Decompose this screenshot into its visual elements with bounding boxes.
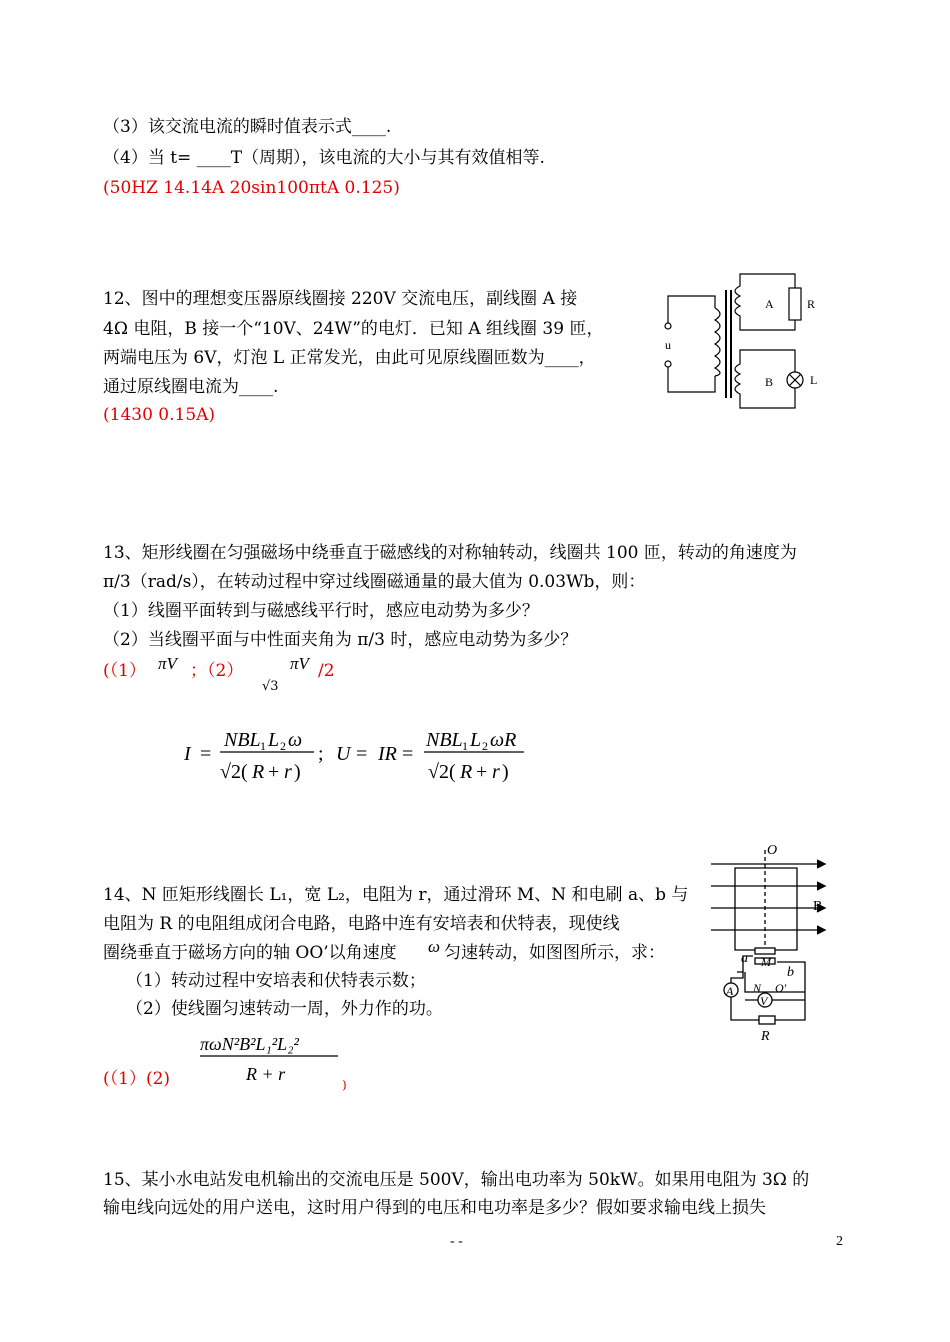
svg-text:r: r — [492, 761, 500, 783]
q14-line3b: 匀速转动，如图图所示，求： — [444, 943, 665, 963]
svg-text:√2(: √2( — [428, 761, 456, 783]
q12-line3: 两端电压为 6V，灯泡 L 正常发光，由此可见原线圈匝数为____， — [103, 348, 596, 368]
q15-line2: 输电线向远处的用户送电，这时用户得到的电压和电功率是多少？假如要求输电线上损失 — [103, 1198, 766, 1218]
q12-line4: 通过原线圈电流为____. — [103, 377, 279, 397]
svg-text:1: 1 — [260, 739, 266, 753]
transformer-label-L: L — [810, 373, 818, 387]
q14-line5: （2）使线圈匀速转动一周，外力作的功。 — [126, 999, 443, 1019]
q14-answer-formula — [196, 1024, 344, 1090]
svg-text:+: + — [268, 761, 280, 783]
svg-text:R: R — [460, 761, 473, 783]
q13-answer-prefix: (（1） — [103, 661, 146, 681]
generator-label-M: M — [761, 955, 771, 969]
q13-line3: （1）线圈平面转到与磁感线平行时，感应电动势为多少？ — [103, 601, 539, 621]
transformer-label-A: A — [765, 297, 774, 311]
svg-text:L: L — [470, 729, 482, 751]
q13-formula — [180, 722, 540, 788]
svg-text:U: U — [336, 743, 351, 765]
transformer-label-R: R — [807, 297, 816, 311]
svg-text:NBL: NBL — [426, 729, 463, 751]
q13-answer-mid: ；（2） — [190, 661, 244, 681]
footer-center: - - — [450, 1234, 463, 1249]
svg-text:=: = — [402, 743, 414, 765]
transformer-label-u: u — [665, 338, 671, 352]
q11-line3: （3）该交流电流的瞬时值表示式____. — [103, 117, 392, 137]
svg-text:ω: ω — [288, 729, 303, 751]
q14-line3a: 圈绕垂直于磁场方向的轴 OO’以角速度 — [103, 943, 397, 963]
svg-text:): ) — [502, 761, 509, 783]
q14-line2: 电阻为 R 的电阻组成闭合电路，电路中连有安培表和伏特表，现使线 — [103, 914, 620, 934]
svg-text:=: = — [356, 743, 368, 765]
transformer-label-B: B — [765, 375, 774, 389]
q12-answer: (1430 0.15A) — [103, 405, 216, 425]
q14-line3-omega: ω — [428, 937, 441, 956]
svg-text:r: r — [284, 761, 292, 783]
svg-text:I: I — [184, 743, 191, 765]
generator-label-O2: O' — [775, 981, 787, 995]
q13-line4: （2）当线圈平面与中性面夹角为 π/3 时，感应电动势为多少？ — [103, 630, 578, 650]
q14-answer-numerator: πωN²B²L₁²L₂² — [200, 1034, 299, 1054]
svg-text:1: 1 — [462, 739, 468, 753]
svg-text:R: R — [252, 761, 265, 783]
generator-label-R: R — [761, 1029, 770, 1044]
svg-text:2: 2 — [482, 739, 488, 753]
q13-answer-sqrt3: √3 — [262, 679, 279, 694]
svg-text:NBL: NBL — [224, 729, 261, 751]
svg-text:L: L — [268, 729, 280, 751]
q12-line2: 4Ω 电阻，B 接一个“10V、24W”的电灯．已知 A 组线圈 39 匝， — [103, 319, 604, 339]
q14-line4: （1）转动过程中安培表和伏特表示数； — [126, 971, 426, 991]
q13-line2: π/3（rad/s），在转动过程中穿过线圈磁通量的最大值为 0.03Wb，则： — [103, 572, 646, 592]
generator-label-O: O — [767, 843, 778, 858]
q14-answer-prefix: (（1）(2) — [103, 1069, 171, 1089]
q14-line1: 14、N 匝矩形线圈长 L₁，宽 L₂，电阻为 r，通过滑环 M、N 和电刷 a、b 与 — [103, 885, 689, 905]
svg-text:=: = — [200, 743, 212, 765]
q11-line4: （4）当 t= ____T（周期），该电流的大小与其有效值相等. — [103, 148, 545, 168]
svg-text:+: + — [476, 761, 488, 783]
q15-line1: 15、某小水电站发电机输出的交流电压是 500V，输出电功率为 50kW。如果用电阻为 3Ω 的 — [103, 1170, 810, 1190]
svg-text:;: ; — [318, 743, 324, 765]
svg-text:√2(: √2( — [220, 761, 248, 783]
generator-label-V: V — [760, 994, 768, 1008]
svg-text:IR: IR — [378, 743, 397, 765]
q13-answer-pv1: πV — [158, 654, 177, 673]
generator-label-B: B — [813, 899, 823, 914]
generator-label-a: a — [741, 951, 748, 966]
q13-line1: 13、矩形线圈在匀强磁场中绕垂直于磁感线的对称轴转动，线圈共 100 匝，转动的角速度为 — [103, 543, 797, 563]
generator-label-N: N — [753, 981, 762, 995]
svg-text:): ) — [294, 761, 301, 783]
svg-text:2: 2 — [280, 739, 286, 753]
q14-answer-denominator: R + r — [246, 1064, 286, 1084]
generator-figure — [705, 842, 840, 1052]
generator-label-b: b — [787, 965, 794, 980]
transformer-figure — [660, 268, 825, 413]
q14-answer-close: ) — [342, 1078, 347, 1092]
page-number: 2 — [836, 1234, 843, 1249]
q13-answer-tail: /2 — [318, 661, 335, 681]
q11-answer: (50HZ 14.14A 20sin100πtA 0.125) — [103, 178, 400, 198]
q12-line1: 12、图中的理想变压器原线圈接 220V 交流电压，副线圈 A 接 — [103, 289, 578, 309]
generator-label-A: A — [726, 984, 734, 998]
svg-text:ωR: ωR — [490, 729, 517, 751]
q13-answer-pv2: πV — [290, 654, 309, 673]
